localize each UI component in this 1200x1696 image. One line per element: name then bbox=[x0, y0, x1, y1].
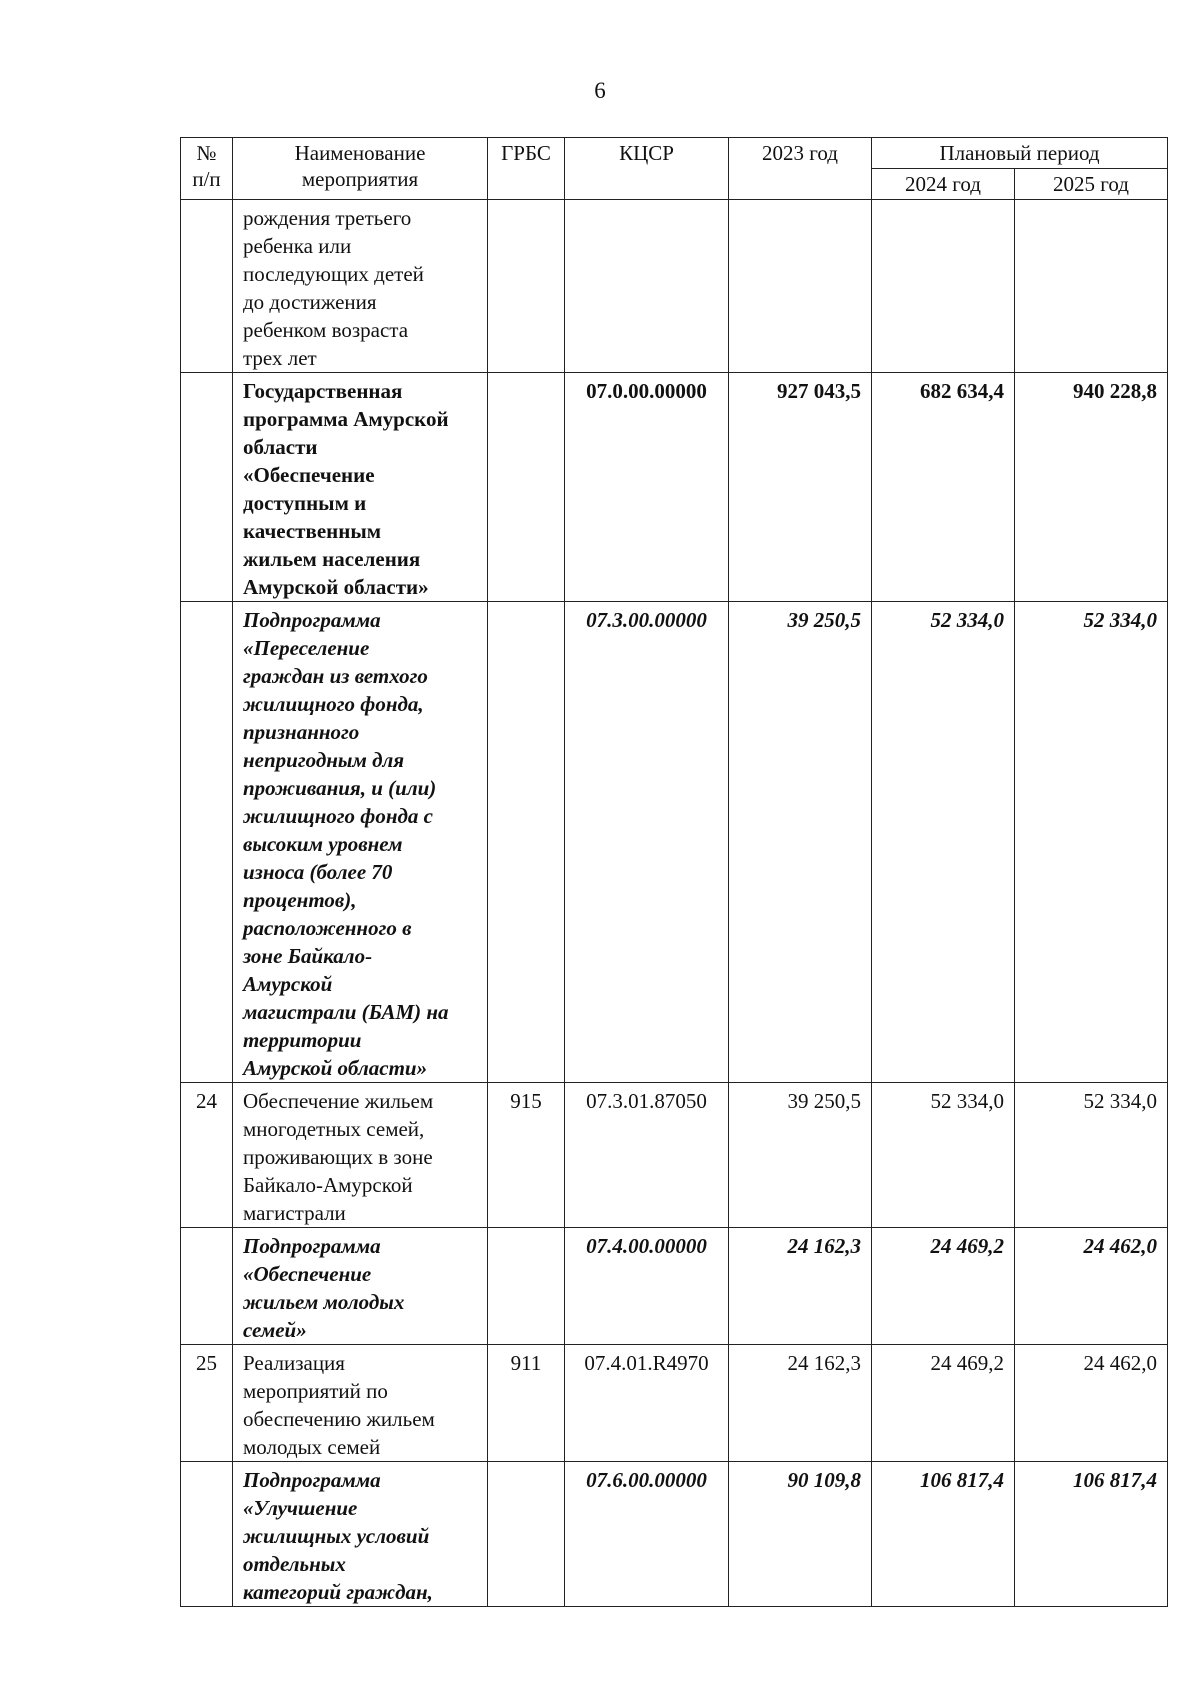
row-kcsr bbox=[565, 200, 729, 373]
row-2025: 940 228,8 bbox=[1015, 373, 1168, 602]
row-num: 25 bbox=[181, 1345, 233, 1462]
row-2025: 24 462,0 bbox=[1015, 1345, 1168, 1462]
row-num bbox=[181, 373, 233, 602]
row-kcsr: 07.4.00.00000 bbox=[565, 1228, 729, 1345]
header-kcsr: КЦСР bbox=[565, 138, 729, 200]
table-row bbox=[181, 1083, 1168, 1228]
table-row bbox=[181, 200, 1168, 373]
row-grbs bbox=[488, 1462, 565, 1607]
row-2023 bbox=[729, 200, 872, 373]
row-name: Подпрограмма «Обеспечение жильем молодых семей» bbox=[233, 1228, 488, 1345]
row-num bbox=[181, 602, 233, 1083]
row-2024: 682 634,4 bbox=[872, 373, 1015, 602]
row-kcsr: 07.3.00.00000 bbox=[565, 602, 729, 1083]
row-2023: 24 162,3 bbox=[729, 1345, 872, 1462]
row-2023: 24 162,3 bbox=[729, 1228, 872, 1345]
row-2024 bbox=[872, 200, 1015, 373]
budget-table bbox=[180, 137, 1168, 1607]
row-2025: 24 462,0 bbox=[1015, 1228, 1168, 1345]
row-2023: 39 250,5 bbox=[729, 1083, 872, 1228]
row-num bbox=[181, 1462, 233, 1607]
row-name: Подпрограмма «Переселение граждан из ветхого жилищного фонда, признанного непригодным для проживания, и (или) жилищного фонда с высоким уровнем износа (более 70 процентов), расположенного в зоне Байкало- Амурской магистрали (БАМ) на территории Амурской области» bbox=[233, 602, 488, 1083]
row-name: рождения третьего ребенка или последующих детей до достижения ребенком возраста трех лет bbox=[233, 200, 488, 373]
page-number: 6 bbox=[594, 78, 606, 103]
row-2025: 52 334,0 bbox=[1015, 1083, 1168, 1228]
table-row bbox=[181, 373, 1168, 602]
row-num bbox=[181, 1228, 233, 1345]
header-2024: 2024 год bbox=[872, 169, 1015, 200]
row-2024: 24 469,2 bbox=[872, 1345, 1015, 1462]
row-name: Подпрограмма «Улучшение жилищных условий отдельных категорий граждан, bbox=[233, 1462, 488, 1607]
header-name: Наименование мероприятия bbox=[233, 138, 488, 200]
row-grbs bbox=[488, 602, 565, 1083]
row-grbs bbox=[488, 200, 565, 373]
table-row bbox=[181, 1462, 1168, 1607]
header-num: № п/п bbox=[181, 138, 233, 200]
row-2025 bbox=[1015, 200, 1168, 373]
table-row bbox=[181, 1345, 1168, 1462]
row-kcsr: 07.3.01.87050 bbox=[565, 1083, 729, 1228]
row-2023: 90 109,8 bbox=[729, 1462, 872, 1607]
row-name: Реализация мероприятий по обеспечению жильем молодых семей bbox=[233, 1345, 488, 1462]
row-2024: 24 469,2 bbox=[872, 1228, 1015, 1345]
table-row bbox=[181, 602, 1168, 1083]
row-grbs: 915 bbox=[488, 1083, 565, 1228]
table-row bbox=[181, 1228, 1168, 1345]
row-2025: 52 334,0 bbox=[1015, 602, 1168, 1083]
header-planned-period: Плановый период bbox=[872, 138, 1168, 169]
header-2023: 2023 год bbox=[729, 138, 872, 200]
row-2024: 52 334,0 bbox=[872, 1083, 1015, 1228]
row-name: Государственная программа Амурской области «Обеспечение доступным и качественным жильем населения Амурской области» bbox=[233, 373, 488, 602]
header-2025: 2025 год bbox=[1015, 169, 1168, 200]
header-grbs: ГРБС bbox=[488, 138, 565, 200]
row-num: 24 bbox=[181, 1083, 233, 1228]
row-kcsr: 07.0.00.00000 bbox=[565, 373, 729, 602]
row-2024: 106 817,4 bbox=[872, 1462, 1015, 1607]
row-num bbox=[181, 200, 233, 373]
row-grbs bbox=[488, 1228, 565, 1345]
row-2024: 52 334,0 bbox=[872, 602, 1015, 1083]
row-grbs bbox=[488, 373, 565, 602]
row-2023: 927 043,5 bbox=[729, 373, 872, 602]
row-kcsr: 07.4.01.R4970 bbox=[565, 1345, 729, 1462]
row-grbs: 911 bbox=[488, 1345, 565, 1462]
row-kcsr: 07.6.00.00000 bbox=[565, 1462, 729, 1607]
row-name: Обеспечение жильем многодетных семей, проживающих в зоне Байкало-Амурской магистрали bbox=[233, 1083, 488, 1228]
row-2025: 106 817,4 bbox=[1015, 1462, 1168, 1607]
row-2023: 39 250,5 bbox=[729, 602, 872, 1083]
